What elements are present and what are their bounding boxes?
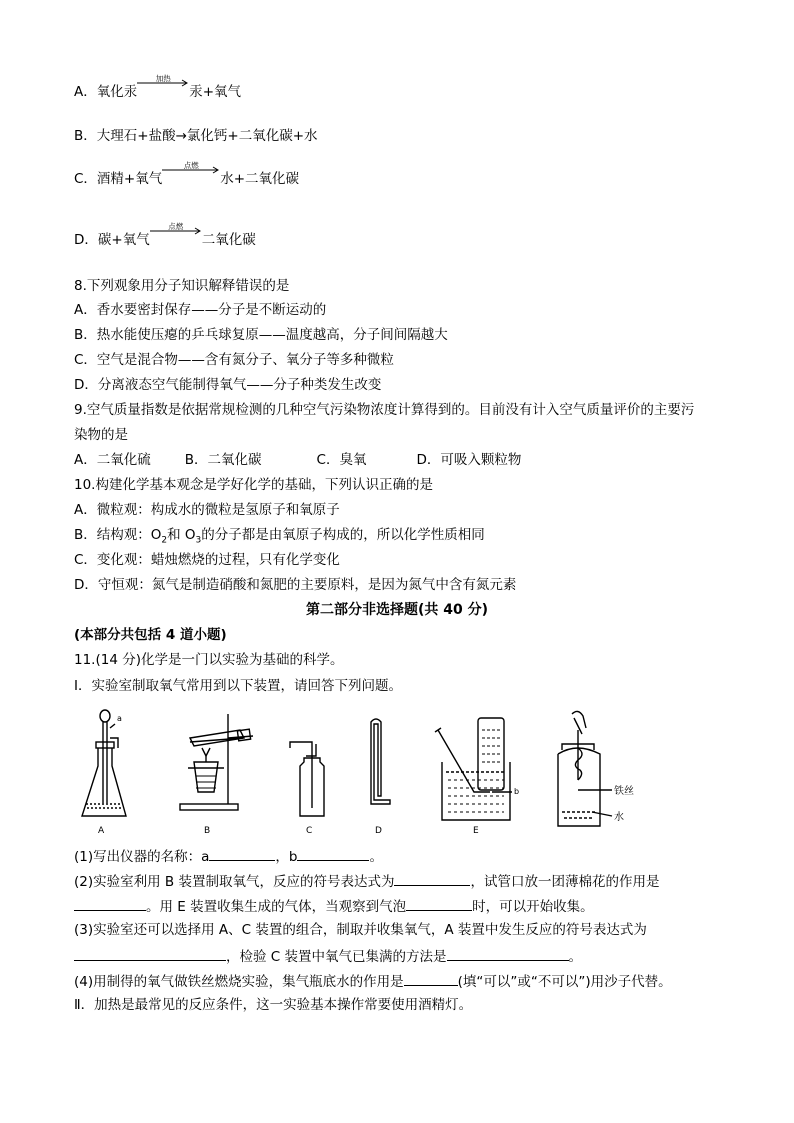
apparatus-a [82,710,126,816]
label-B: B [204,826,211,836]
text: 。 [369,849,383,865]
answer-blank[interactable] [74,896,146,911]
apparatus-b [180,714,253,810]
subscript: 2 [161,535,168,546]
option-label: A．氧化汞 [74,84,138,100]
q11-part3-line1: (3)实验室还可以选择用 A、C 装置的组合，制取并收集氧气，A 装置中发生反应的符号表达式为 [74,922,647,938]
text: 和 O [167,527,196,543]
condition-text: 加热 [155,74,171,83]
text: 时，可以开始收集。 [472,899,594,915]
q8-option-d: D．分离液态空气能制得氧气——分子种类发生改变 [74,377,382,393]
text: (填“可以”或“不可以”)用沙子代替。 [457,974,672,990]
arrow-icon [162,164,220,176]
label-D: D [375,826,382,836]
option-product: 汞+氧气 [189,84,242,100]
q9-option-b: B．二氧化碳 [184,452,262,468]
q10-option-d: D．守恒观：氮气是制造硝酸和氮肥的主要原料，是因为氮气中含有氮元素 [74,577,517,593]
answer-blank[interactable] [297,846,369,861]
q11-part2-line2 [74,896,594,916]
answer-blank[interactable] [406,896,472,911]
q10-stem: 10.构建化学基本观念是学好化学的基础，下列认识正确的是 [74,477,433,493]
arrow-icon [137,77,189,89]
text: (2)实验室利用 B 装置制取氧气，反应的符号表达式为 [74,874,395,890]
apparatus-iron-wire [558,711,612,826]
q8-option-c: C．空气是混合物——含有氮分子、氧分子等多种微粒 [74,352,394,368]
apparatus-e [435,718,512,820]
q11-part4 [74,971,672,991]
text: 。 [568,949,583,965]
apparatus-figure [78,708,638,836]
option-label: D．碳+氧气 [74,232,150,248]
answer-blank[interactable] [74,946,226,961]
label-tiesi: 铁丝 [614,786,634,797]
text: ，检验 C 装置中氧气已集满的方法是 [226,949,447,965]
label-b: b [514,787,520,796]
text: 的分子都是由氧原子构成的，所以化学性质相同 [201,527,485,543]
option-7d [74,222,256,249]
label-a: a [117,714,122,723]
q11-part3-line2 [74,946,582,966]
label-A: A [98,826,105,836]
label-C: C [306,826,313,836]
answer-blank[interactable] [394,871,470,886]
text: (4)用制得的氧气做铁丝燃烧实验，集气瓶底水的作用是 [74,974,404,990]
reaction-arrow [150,222,202,249]
option-product: 二氧化碳 [201,232,256,248]
q10-option-c: C．变化观：蜡烛燃烧的过程，只有化学变化 [74,552,340,568]
text: ，b [275,849,298,865]
text: ，试管口放一团薄棉花的作用是 [470,874,660,890]
q9-options [74,451,521,469]
q9-option-d: D．可吸入颗粒物 [416,452,522,468]
q9-stem-line1: 9.空气质量指数是依据常规检测的几种空气污染物浓度计算得到的。目前没有计入空气质量评价的主要污 [74,402,695,418]
reaction-arrow [137,74,189,101]
q11-part1 [74,846,383,866]
text: 。用 E 装置收集生成的气体，当观察到气泡 [146,899,407,915]
part2-note: (本部分共包括 4 道小题) [74,627,227,643]
part2-title: 第二部分非选择题(共 40 分) [305,602,489,618]
q11-stem: 11.(14 分)化学是一门以实验为基础的科学。 [74,652,344,668]
label-shui: 水 [614,812,624,823]
option-product: 水+二氧化碳 [220,171,300,187]
answer-blank[interactable] [404,971,458,986]
arrow-icon [150,225,202,237]
q8-option-a: A．香水要密封保存——分子是不断运动的 [74,302,327,318]
option-7c [74,161,300,188]
q9-stem-line2: 染物的是 [74,427,128,443]
answer-blank[interactable] [447,946,569,961]
condition-text: 点燃 [183,161,199,170]
option-label: C．酒精+氧气 [74,171,163,187]
q11-section2: Ⅱ．加热是最常见的反应条件，这一实验基本操作常要使用酒精灯。 [74,997,473,1013]
answer-blank[interactable] [209,846,275,861]
option-7b: B．大理石+盐酸→氯化钙+二氧化碳+水 [74,128,318,144]
reaction-arrow [162,161,220,188]
text: B．结构观：O [74,527,162,543]
q11-section1: Ⅰ．实验室制取氧气常用到以下装置，请回答下列问题。 [74,678,402,694]
q11-part2-line1 [74,871,659,891]
q9-option-a: A．二氧化硫 [74,452,151,468]
condition-text: 点燃 [168,222,184,231]
q8-stem: 8.下列观象用分子知识解释错误的是 [74,278,290,294]
label-E: E [473,826,479,836]
text: (1)写出仪器的名称：a [74,849,210,865]
q9-option-c: C．臭氧 [316,452,367,468]
q8-option-b: B．热水能使压瘪的乒乓球复原——温度越高，分子间间隔越大 [74,327,448,343]
apparatus-d [371,719,390,804]
apparatus-c [290,742,324,816]
q10-option-a: A．微粒观：构成水的微粒是氢原子和氧原子 [74,502,340,518]
option-7a [74,74,242,101]
q10-option-b [74,526,485,544]
subscript: 3 [195,535,202,546]
